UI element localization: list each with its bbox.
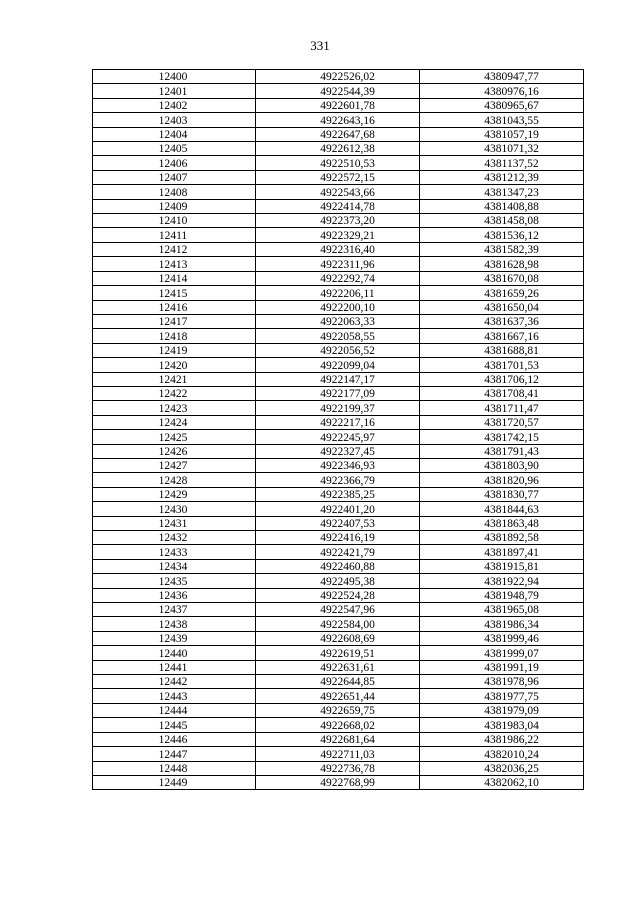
y-coordinate-cell: 4381978,96: [420, 675, 584, 689]
point-number-cell: 12412: [93, 242, 256, 256]
table-row: [93, 747, 584, 761]
table-row: [93, 314, 584, 328]
y-coordinate-cell: 4381628,98: [420, 257, 584, 271]
table-row: [93, 646, 584, 660]
table-row: [93, 473, 584, 487]
table-row: [93, 185, 584, 199]
x-coordinate-cell: 4922329,21: [256, 228, 420, 242]
point-number-cell: 12424: [93, 415, 256, 429]
x-coordinate-cell: 4922668,02: [256, 718, 420, 732]
point-number-cell: 12432: [93, 531, 256, 545]
x-coordinate-cell: 4922524,28: [256, 588, 420, 602]
point-number-cell: 12428: [93, 473, 256, 487]
x-coordinate-cell: 4922373,20: [256, 214, 420, 228]
point-number-cell: 12421: [93, 372, 256, 386]
y-coordinate-cell: 4381458,08: [420, 214, 584, 228]
point-number-cell: 12407: [93, 170, 256, 184]
x-coordinate-cell: 4922217,16: [256, 415, 420, 429]
y-coordinate-cell: 4381979,09: [420, 703, 584, 717]
point-number-cell: 12405: [93, 142, 256, 156]
table-row: [93, 84, 584, 98]
table-row: [93, 458, 584, 472]
y-coordinate-cell: 4381830,77: [420, 487, 584, 501]
table-row: [93, 113, 584, 127]
x-coordinate-cell: 4922619,51: [256, 646, 420, 660]
table-row: [93, 430, 584, 444]
y-coordinate-cell: 4381999,07: [420, 646, 584, 660]
x-coordinate-cell: 4922346,93: [256, 458, 420, 472]
point-number-cell: 12426: [93, 444, 256, 458]
x-coordinate-cell: 4922199,37: [256, 401, 420, 415]
point-number-cell: 12416: [93, 300, 256, 314]
x-coordinate-cell: 4922681,64: [256, 732, 420, 746]
x-coordinate-cell: 4922608,69: [256, 631, 420, 645]
y-coordinate-cell: 4382010,24: [420, 747, 584, 761]
x-coordinate-cell: 4922543,66: [256, 185, 420, 199]
x-coordinate-cell: 4922063,33: [256, 314, 420, 328]
y-coordinate-cell: 4381720,57: [420, 415, 584, 429]
table-row: [93, 214, 584, 228]
table-row: [93, 257, 584, 271]
table-row: [93, 603, 584, 617]
coordinates-table: [92, 69, 584, 790]
point-number-cell: 12447: [93, 747, 256, 761]
point-number-cell: 12431: [93, 516, 256, 530]
table-row: [93, 660, 584, 674]
point-number-cell: 12403: [93, 113, 256, 127]
point-number-cell: 12436: [93, 588, 256, 602]
table-row: [93, 675, 584, 689]
y-coordinate-cell: 4381897,41: [420, 545, 584, 559]
x-coordinate-cell: 4922736,78: [256, 761, 420, 775]
y-coordinate-cell: 4381650,04: [420, 300, 584, 314]
y-coordinate-cell: 4381071,32: [420, 142, 584, 156]
x-coordinate-cell: 4922416,19: [256, 531, 420, 545]
x-coordinate-cell: 4922311,96: [256, 257, 420, 271]
point-number-cell: 12419: [93, 343, 256, 357]
table-row: [93, 444, 584, 458]
point-number-cell: 12440: [93, 646, 256, 660]
table-row: [93, 415, 584, 429]
x-coordinate-cell: 4922526,02: [256, 70, 420, 84]
point-number-cell: 12400: [93, 70, 256, 84]
x-coordinate-cell: 4922651,44: [256, 689, 420, 703]
table-row: [93, 199, 584, 213]
coordinates-table-body: [93, 70, 584, 790]
y-coordinate-cell: 4381820,96: [420, 473, 584, 487]
x-coordinate-cell: 4922245,97: [256, 430, 420, 444]
point-number-cell: 12402: [93, 98, 256, 112]
y-coordinate-cell: 4381137,52: [420, 156, 584, 170]
y-coordinate-cell: 4381701,53: [420, 358, 584, 372]
point-number-cell: 12406: [93, 156, 256, 170]
point-number-cell: 12437: [93, 603, 256, 617]
point-number-cell: 12414: [93, 271, 256, 285]
table-row: [93, 761, 584, 775]
y-coordinate-cell: 4381688,81: [420, 343, 584, 357]
x-coordinate-cell: 4922385,25: [256, 487, 420, 501]
y-coordinate-cell: 4381803,90: [420, 458, 584, 472]
table-row: [93, 531, 584, 545]
y-coordinate-cell: 4380947,77: [420, 70, 584, 84]
point-number-cell: 12434: [93, 559, 256, 573]
point-number-cell: 12420: [93, 358, 256, 372]
y-coordinate-cell: 4381637,36: [420, 314, 584, 328]
x-coordinate-cell: 4922327,45: [256, 444, 420, 458]
x-coordinate-cell: 4922647,68: [256, 127, 420, 141]
table-row: [93, 286, 584, 300]
point-number-cell: 12444: [93, 703, 256, 717]
y-coordinate-cell: 4381706,12: [420, 372, 584, 386]
y-coordinate-cell: 4381986,22: [420, 732, 584, 746]
point-number-cell: 12401: [93, 84, 256, 98]
table-row: [93, 98, 584, 112]
x-coordinate-cell: 4922612,38: [256, 142, 420, 156]
y-coordinate-cell: 4381977,75: [420, 689, 584, 703]
table-row: [93, 386, 584, 400]
point-number-cell: 12423: [93, 401, 256, 415]
table-row: [93, 617, 584, 631]
x-coordinate-cell: 4922177,09: [256, 386, 420, 400]
x-coordinate-cell: 4922510,53: [256, 156, 420, 170]
x-coordinate-cell: 4922200,10: [256, 300, 420, 314]
y-coordinate-cell: 4381999,46: [420, 631, 584, 645]
point-number-cell: 12441: [93, 660, 256, 674]
y-coordinate-cell: 4381708,41: [420, 386, 584, 400]
y-coordinate-cell: 4381408,88: [420, 199, 584, 213]
x-coordinate-cell: 4922292,74: [256, 271, 420, 285]
point-number-cell: 12409: [93, 199, 256, 213]
table-row: [93, 545, 584, 559]
y-coordinate-cell: 4381948,79: [420, 588, 584, 602]
point-number-cell: 12448: [93, 761, 256, 775]
y-coordinate-cell: 4381667,16: [420, 329, 584, 343]
table-row: [93, 372, 584, 386]
x-coordinate-cell: 4922099,04: [256, 358, 420, 372]
point-number-cell: 12422: [93, 386, 256, 400]
y-coordinate-cell: 4381711,47: [420, 401, 584, 415]
page-number: 331: [310, 38, 330, 53]
y-coordinate-cell: 4381347,23: [420, 185, 584, 199]
x-coordinate-cell: 4922643,16: [256, 113, 420, 127]
x-coordinate-cell: 4922768,99: [256, 775, 420, 789]
point-number-cell: 12425: [93, 430, 256, 444]
y-coordinate-cell: 4381536,12: [420, 228, 584, 242]
table-row: [93, 718, 584, 732]
x-coordinate-cell: 4922316,40: [256, 242, 420, 256]
x-coordinate-cell: 4922495,38: [256, 574, 420, 588]
table-row: [93, 732, 584, 746]
point-number-cell: 12417: [93, 314, 256, 328]
table-row: [93, 401, 584, 415]
x-coordinate-cell: 4922206,11: [256, 286, 420, 300]
table-row: [93, 689, 584, 703]
x-coordinate-cell: 4922544,39: [256, 84, 420, 98]
x-coordinate-cell: 4922460,88: [256, 559, 420, 573]
table-row: [93, 343, 584, 357]
point-number-cell: 12404: [93, 127, 256, 141]
point-number-cell: 12408: [93, 185, 256, 199]
point-number-cell: 12413: [93, 257, 256, 271]
table-row: [93, 358, 584, 372]
y-coordinate-cell: 4381991,19: [420, 660, 584, 674]
x-coordinate-cell: 4922147,17: [256, 372, 420, 386]
x-coordinate-cell: 4922414,78: [256, 199, 420, 213]
point-number-cell: 12435: [93, 574, 256, 588]
y-coordinate-cell: 4381791,43: [420, 444, 584, 458]
y-coordinate-cell: 4380965,67: [420, 98, 584, 112]
table-row: [93, 487, 584, 501]
x-coordinate-cell: 4922659,75: [256, 703, 420, 717]
y-coordinate-cell: 4382036,25: [420, 761, 584, 775]
point-number-cell: 12410: [93, 214, 256, 228]
point-number-cell: 12443: [93, 689, 256, 703]
table-row: [93, 170, 584, 184]
y-coordinate-cell: 4381922,94: [420, 574, 584, 588]
point-number-cell: 12430: [93, 502, 256, 516]
y-coordinate-cell: 4381670,08: [420, 271, 584, 285]
y-coordinate-cell: 4380976,16: [420, 84, 584, 98]
point-number-cell: 12433: [93, 545, 256, 559]
table-row: [93, 588, 584, 602]
point-number-cell: 12442: [93, 675, 256, 689]
y-coordinate-cell: 4381742,15: [420, 430, 584, 444]
y-coordinate-cell: 4381212,39: [420, 170, 584, 184]
y-coordinate-cell: 4381057,19: [420, 127, 584, 141]
point-number-cell: 12438: [93, 617, 256, 631]
x-coordinate-cell: 4922421,79: [256, 545, 420, 559]
table-row: [93, 142, 584, 156]
table-row: [93, 156, 584, 170]
table-row: [93, 228, 584, 242]
x-coordinate-cell: 4922401,20: [256, 502, 420, 516]
x-coordinate-cell: 4922547,96: [256, 603, 420, 617]
table-row: [93, 502, 584, 516]
x-coordinate-cell: 4922584,00: [256, 617, 420, 631]
y-coordinate-cell: 4381659,26: [420, 286, 584, 300]
table-row: [93, 329, 584, 343]
x-coordinate-cell: 4922366,79: [256, 473, 420, 487]
y-coordinate-cell: 4381582,39: [420, 242, 584, 256]
point-number-cell: 12449: [93, 775, 256, 789]
table-row: [93, 271, 584, 285]
point-number-cell: 12439: [93, 631, 256, 645]
y-coordinate-cell: 4381986,34: [420, 617, 584, 631]
x-coordinate-cell: 4922572,15: [256, 170, 420, 184]
point-number-cell: 12427: [93, 458, 256, 472]
table-row: [93, 559, 584, 573]
x-coordinate-cell: 4922631,61: [256, 660, 420, 674]
table-row: [93, 70, 584, 84]
x-coordinate-cell: 4922644,85: [256, 675, 420, 689]
x-coordinate-cell: 4922058,55: [256, 329, 420, 343]
x-coordinate-cell: 4922601,78: [256, 98, 420, 112]
y-coordinate-cell: 4381863,48: [420, 516, 584, 530]
table-row: [93, 516, 584, 530]
point-number-cell: 12411: [93, 228, 256, 242]
table-row: [93, 631, 584, 645]
x-coordinate-cell: 4922407,53: [256, 516, 420, 530]
y-coordinate-cell: 4381043,55: [420, 113, 584, 127]
table-row: [93, 242, 584, 256]
y-coordinate-cell: 4382062,10: [420, 775, 584, 789]
x-coordinate-cell: 4922711,03: [256, 747, 420, 761]
point-number-cell: 12445: [93, 718, 256, 732]
table-row: [93, 574, 584, 588]
y-coordinate-cell: 4381983,04: [420, 718, 584, 732]
point-number-cell: 12429: [93, 487, 256, 501]
table-row: [93, 300, 584, 314]
point-number-cell: 12418: [93, 329, 256, 343]
table-row: [93, 703, 584, 717]
point-number-cell: 12415: [93, 286, 256, 300]
y-coordinate-cell: 4381844,63: [420, 502, 584, 516]
x-coordinate-cell: 4922056,52: [256, 343, 420, 357]
table-row: [93, 127, 584, 141]
table-row: [93, 775, 584, 789]
point-number-cell: 12446: [93, 732, 256, 746]
y-coordinate-cell: 4381965,08: [420, 603, 584, 617]
y-coordinate-cell: 4381915,81: [420, 559, 584, 573]
y-coordinate-cell: 4381892,58: [420, 531, 584, 545]
